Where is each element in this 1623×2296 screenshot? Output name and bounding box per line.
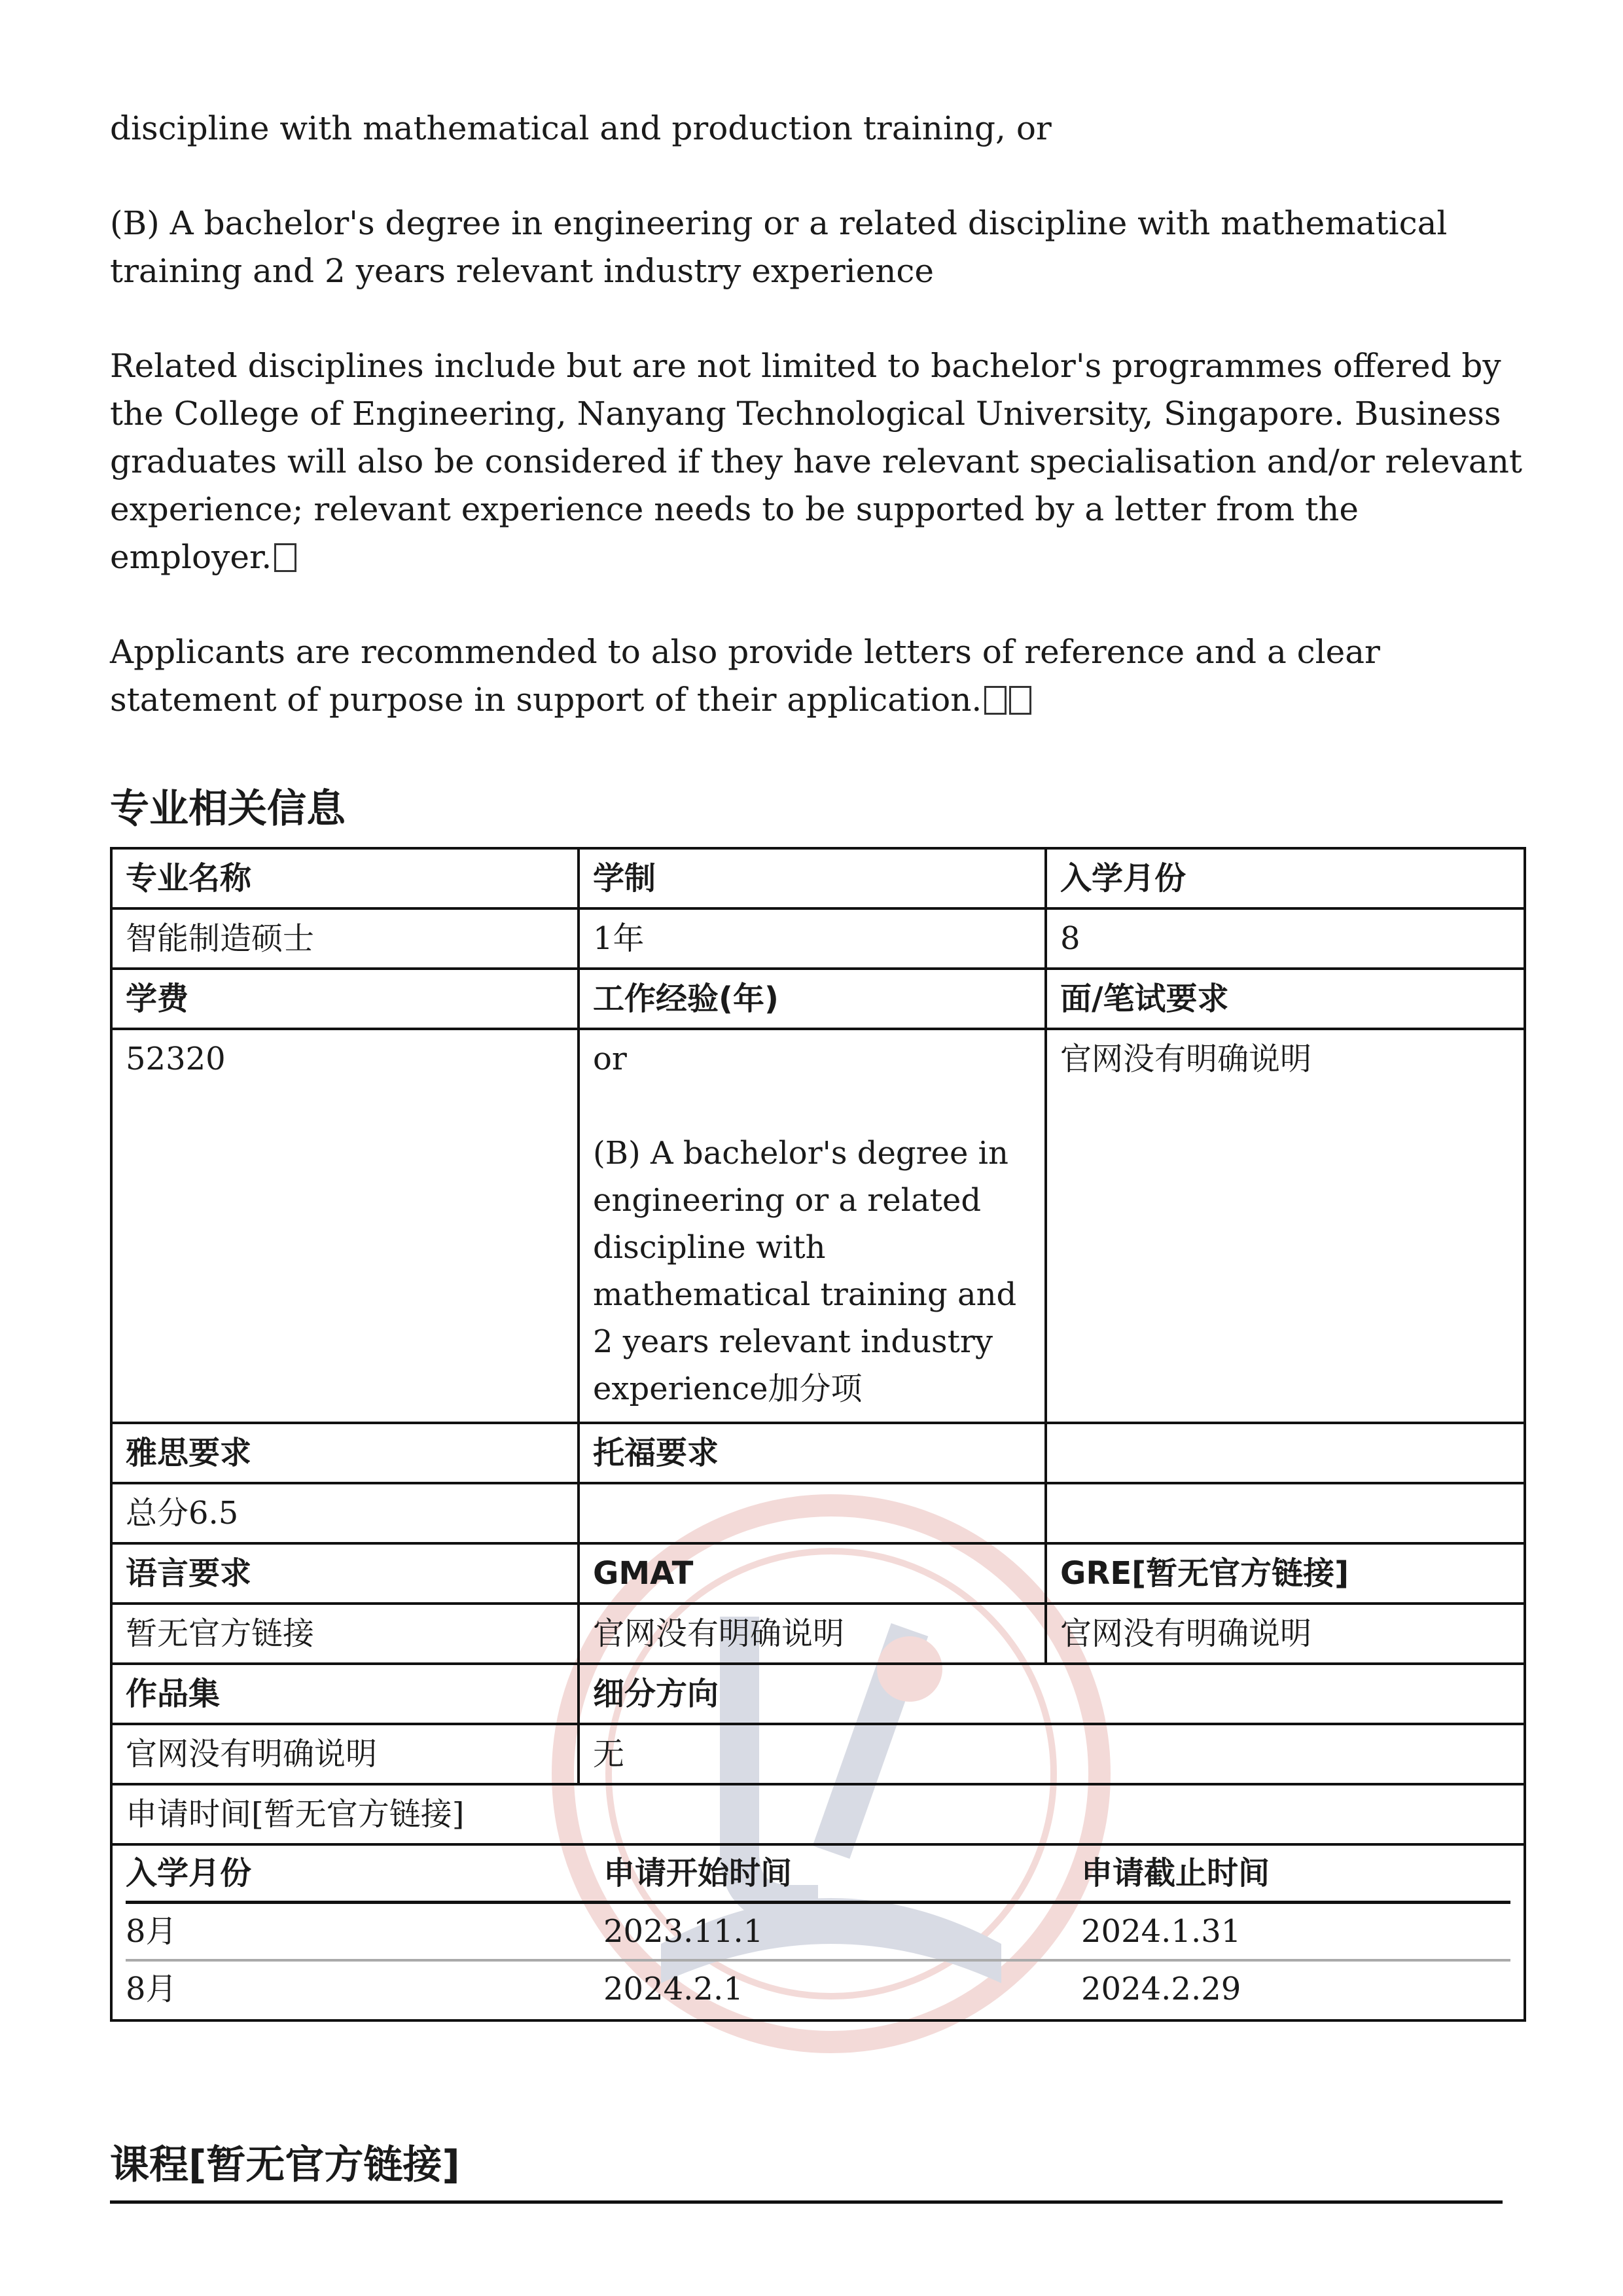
- specialization-value: 无: [579, 1724, 1046, 1784]
- missing-glyph-icon: [1009, 686, 1031, 715]
- toefl-value: [579, 1483, 1046, 1543]
- language-value: 暂无官方链接: [111, 1604, 579, 1664]
- gre-value: 官网没有明确说明: [1046, 1604, 1525, 1664]
- header-interview: 面/笔试要求: [1046, 969, 1525, 1029]
- work-experience-line-1: or: [593, 1041, 627, 1077]
- empty-cell: [1046, 1724, 1525, 1784]
- schedule-header: 申请截止时间: [1081, 1846, 1510, 1903]
- intro-paragraph-2: (B) A bachelor's degree in engineering or a related discipline with mathematical training and 2 years relevant industry experience: [110, 204, 1448, 290]
- application-schedule-table: [126, 1846, 1510, 2017]
- schedule-cell: 2024.2.29: [1081, 1971, 1241, 2007]
- program-info-table: [110, 847, 1526, 2022]
- header-duration: 学制: [579, 848, 1046, 908]
- ielts-value: 总分6.5: [111, 1483, 579, 1543]
- header-program-name: 专业名称: [111, 848, 579, 908]
- gmat-value: 官网没有明确说明: [579, 1604, 1046, 1664]
- schedule-cell: 2024.2.1: [603, 1971, 743, 2007]
- header-portfolio: 作品集: [111, 1664, 579, 1724]
- schedule-header-row: [126, 1846, 1510, 1903]
- header-language: 语言要求: [111, 1543, 579, 1604]
- application-time-label: 申请时间[暂无官方链接]: [111, 1784, 1525, 1844]
- header-gmat: GMAT: [579, 1543, 1046, 1604]
- schedule-cell: 8月: [126, 1903, 603, 1961]
- header-toefl: 托福要求: [579, 1423, 1046, 1483]
- empty-value-cell: [1046, 1483, 1525, 1543]
- section-title: 专业相关信息: [110, 786, 346, 832]
- intro-paragraph-3: Related disciplines include but are not limited to bachelor's programmes offered by the College of Engineering, Nanyang Technological University, Singapore. Business graduates will also be considered if they have relevant specialisation and/or relevant experience; relevant experience needs to be supported by a letter from the employer.: [110, 347, 1522, 576]
- schedule-header: 申请开始时间: [603, 1846, 1081, 1903]
- application-schedule-cell: [111, 1844, 1525, 2020]
- course-section-title: 课程[暂无官方链接]: [110, 2142, 460, 2188]
- work-experience-value: [579, 1029, 1046, 1423]
- intro-paragraph-4: Applicants are recommended to also provide letters of reference and a clear statement of purpose in support of their application.: [110, 633, 1380, 719]
- interview-value: 官网没有明确说明: [1046, 1029, 1525, 1423]
- schedule-cell: 8月: [126, 1971, 177, 2007]
- header-gre: GRE[暂无官方链接]: [1046, 1543, 1525, 1604]
- header-ielts: 雅思要求: [111, 1423, 579, 1483]
- missing-glyph-icon: [274, 543, 296, 572]
- schedule-cell: 2023.11.1: [603, 1903, 1081, 1961]
- duration-value: 1年: [579, 908, 1046, 969]
- tuition-value: 52320: [111, 1029, 579, 1423]
- schedule-cell: 2024.1.31: [1081, 1903, 1510, 1961]
- intake-value: 8: [1046, 908, 1525, 969]
- header-work-experience: 工作经验(年): [579, 969, 1046, 1029]
- program-name-value: 智能制造硕士: [111, 908, 579, 969]
- header-specialization: 细分方向: [579, 1664, 1046, 1724]
- schedule-header: 入学月份: [126, 1846, 603, 1903]
- header-tuition: 学费: [111, 969, 579, 1029]
- section-divider: [110, 2200, 1503, 2204]
- header-intake: 入学月份: [1046, 848, 1525, 908]
- missing-glyph-icon: [984, 686, 1007, 715]
- empty-header-cell: [1046, 1423, 1525, 1483]
- empty-cell: [1046, 1664, 1525, 1724]
- intro-paragraph-1: discipline with mathematical and production training, or: [110, 109, 1052, 147]
- schedule-row: [126, 1903, 1510, 1961]
- document-page: [110, 105, 1524, 2022]
- schedule-row: [126, 1960, 1510, 2017]
- portfolio-value: 官网没有明确说明: [111, 1724, 579, 1784]
- work-experience-line-2: (B) A bachelor's degree in engineering or a related discipline with mathematical training and 2 years relevant industry experience加分项: [593, 1135, 1017, 1407]
